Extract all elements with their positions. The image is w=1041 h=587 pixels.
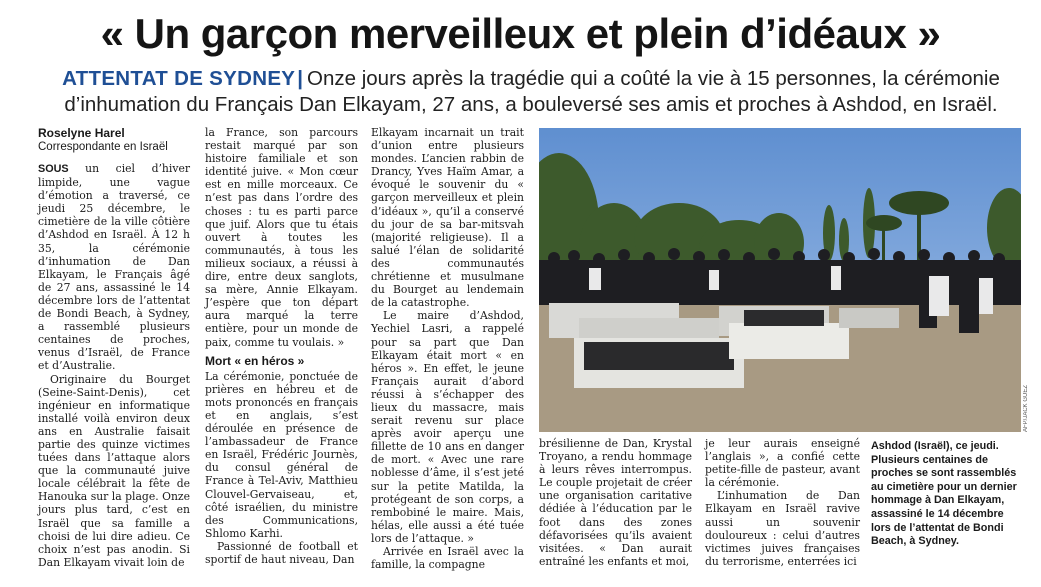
headline: « Un garçon merveilleux et plein d’idéaux » [100,10,941,57]
byline-role: Correspondante en Israël [38,141,168,153]
column-5 [705,437,860,568]
column-2 [205,126,358,566]
cemetery-crowd-image [539,128,1021,432]
kicker-separator: | [297,67,304,90]
byline-name: Roselyne Harel [38,126,125,140]
paragraph-1 [38,162,190,373]
chapo [46,66,1016,118]
column-3 [371,126,524,571]
paragraph-1-text: un ciel d’hiver limpide, une vague d’émotion a traversé, ce jeudi 25 décembre, le cimetière de la ville côtière d’Ashdod en Israël. À 12 h 35, la cérémonie d’inhumation de Dan Elkayam, le Français âgé de 27 ans, assassiné le 14 décembre lors de l’attentat de Bondi Beach, à Sydney, a rassemblé plusieurs centaines de proches, venus d’Israël, de France et d’Australie. [38,162,190,373]
photo-credit: AFP/JACK GUEZ [1023,384,1029,432]
chapo-text: Onze jours après la tragédie qui a coûté la vie à 15 personnes, la cérémonie d’inhumation du Français Dan Elkayam, 27 ans, a bouleversé ses amis et proches à Ashdod, en Israël. [64,67,1000,116]
paragraph-7: L’inhumation de Dan Elkayam en Israël ravive aussi un souvenir douloureux : celui d’autres victimes juives françaises du terrorisme, enterrées ici [705,489,861,568]
lead-word: SOUS [38,163,69,175]
column-4 [539,437,692,568]
photo-caption: Ashdod (Israël), ce jeudi. Plusieurs centaines de proches se sont rassemblés au cimetière pour un dernier hommage à Dan Elkayam, assassiné le 14 décembre lors de l’attentat de Bondi Beach, à Sydney. [871,440,1017,548]
kicker: ATTENTAT DE SYDNEY [62,67,296,90]
subhead: Mort « en héros » [205,353,305,368]
paragraph-3: La cérémonie, ponctuée de prières en hébreu et de mots prononcés en français et en anglais, s’est déroulée en présence de l’ambassadeur de France en Israël, Frédéric Journès, du consul général de France à Tel-Aviv, Matthieu Clouvel-Gervaiseau, et, côté israélien, du ministre des Communications, Shlomo Karhi. [205,369,358,540]
paragraph-2-cont: la France, son parcours restait marqué par son histoire familiale et son identité juive. « Mon cœur est en mille morceaux. Ce n’est pas dans l’ordre des choses : tu es parti parce que juif. Alors que tu étais ouvert à toutes les communautés, à tous les milieux sociaux, a réussi à dire, entre deux sanglots, sa mère, Annie Elkayam. J’espère que ton départ aura marqué la terre entière, pour un monde de paix, comme tu voulais. » [205,126,359,349]
column-1 [38,126,190,569]
paragraph-5: Le maire d’Ashdod, Yechiel Lasri, a rappelé pour sa part que Dan Elkayam était mort « en héros ». En effet, le jeune Français aurait d’abord réussi à s’échapper des lieux du massacre, mais serait revenu sur place après avoir aperçu une fillette de 10 ans en danger de mort. « Avec une rare noblesse d’âme, il s’est jeté sur la petite Matilda, la protégeant de son corps, a rembobiné le maire. Mais, hélas, elle aussi a été tuée lors de l’attaque. » [371,309,524,545]
paragraph-6: Arrivée en Israël avec la famille, la compagne [371,545,524,572]
paragraph-6-cont: brésilienne de Dan, Krystal Troyano, a rendu hommage à leurs rêves interrompus. Le couple projetait de créer une organisation caritative dédiée à l’éducation par le foot dans des zones défavorisées qu’ils avaient visitées. « Dan aurait entraîné les enfants et moi, [539,437,693,568]
funeral-photo [539,128,1021,432]
paragraph-4-cont: Elkayam incarnait un trait d’union entre plusieurs mondes. L’ancien rabbin de Drancy, Yves Haïm Amar, a évoqué le souvenir du « garçon merveilleux et plein d’idéaux », qu’il a conservé du jour de sa bar-mitsvah (majorité religieuse). Il a salué l’élan de solidarité des communautés chrétienne et musulmane du Bourget au lendemain de la catastrophe. [371,126,525,310]
paragraph-2: Originaire du Bourget (Seine-Saint-Denis), cet ingénieur en informatique installé voilà environ deux ans en Australie faisait partie des quinze victimes tuées dans l’attaque alors que la communauté juive locale célébrait la fête de Hanouka sur la plage. Onze jours plus tard, c’est en Israël que sa famille a choisi de lui dire adieu. Ce choix n’est pas anodin. Si Dan Elkayam vivait loin de [38,372,191,569]
paragraph-4: Passionné de football et sportif de haut niveau, Dan [205,539,359,566]
paragraph-6-cont: je leur aurais enseigné l’anglais », a confié cette petite-fille de pasteur, avant la cérémonie. [705,437,860,490]
